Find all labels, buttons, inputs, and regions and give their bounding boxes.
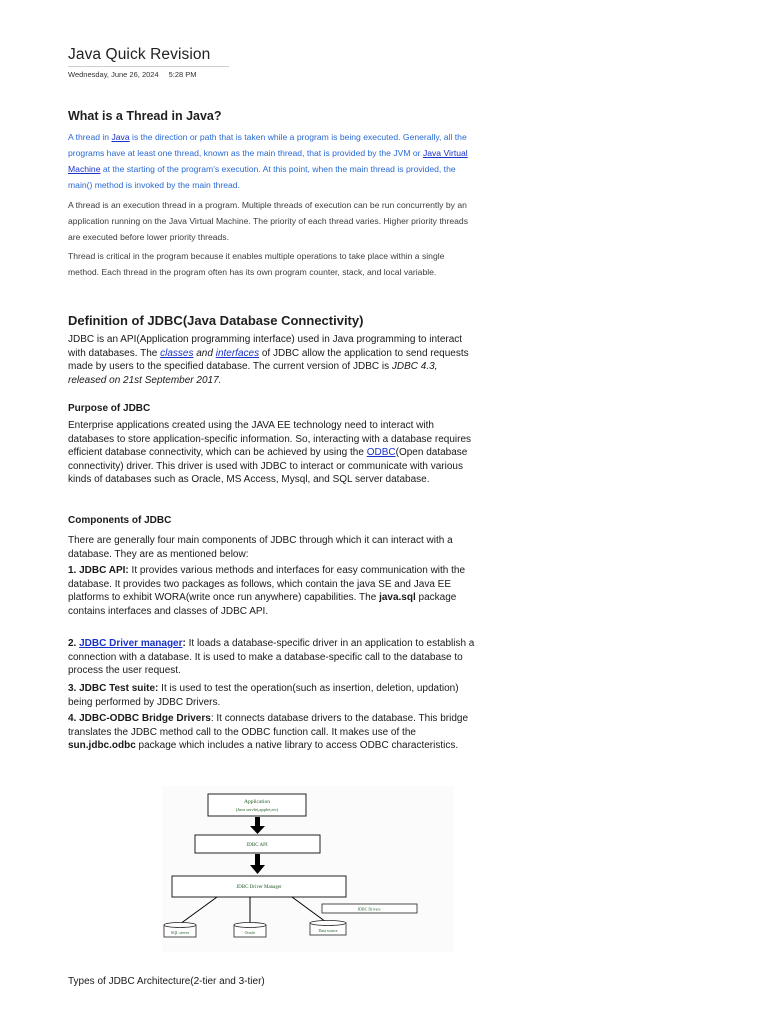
- purpose-heading: Purpose of JDBC: [68, 403, 151, 414]
- arrow-shaft: [255, 854, 260, 866]
- text-run: at the starting of the program's execution. At this point, when the main thread is provided, the main() method is invoked by the main thread.: [68, 164, 456, 190]
- text-run: and: [193, 347, 216, 359]
- component-number: 2.: [68, 638, 80, 649]
- text-run: It loads a database-specific driver in an application to establish a connection with a database. It is used to make a database-specific call to the database to process the user request.: [68, 638, 475, 677]
- text-run: (Open database connectivity) driver. This driver is used with JDBC to interact or communicate with various kinds of databases such as Oracle, MS Access, Mysql, and SQL server database.: [68, 447, 468, 486]
- text-run: of JDBC allow the application to send requests made by users to the specified database. The current version of JDBC is: [68, 347, 469, 373]
- text-run: : It connects database drivers to the database. This bridge translates the JDBC method call to the ODBC function call. It makes use of the: [68, 713, 469, 738]
- jdbc-api-label: JDBC API: [246, 843, 268, 848]
- application-box: [208, 794, 306, 816]
- diagram-svg: [162, 786, 454, 952]
- sql-server-label: SQL server: [170, 930, 190, 935]
- text-run: package which includes a native library to access ODBC characteristics.: [135, 740, 459, 752]
- oracle-label: Oracle: [244, 930, 256, 935]
- java-link[interactable]: Java: [111, 132, 130, 142]
- components-intro: There are generally four main components of JDBC through which it can interact with a database. They are as mentioned below:: [68, 535, 453, 560]
- page-time: 5:28 PM: [168, 70, 197, 79]
- text-run: JDBC is an API(Application programming interface) used in Java programming to interact with databases. The: [68, 334, 463, 359]
- text-run: package contains interfaces and classes of JDBC API.: [68, 592, 457, 617]
- jdbc-version: JDBC 4.3, released on 21st September 2017.: [68, 361, 438, 386]
- database-icon: [310, 921, 346, 936]
- component-label: 3. JDBC Test suite:: [68, 683, 159, 694]
- package-name: sun.jdbc.odbc: [68, 740, 136, 752]
- driver-manager-label: JDBC Driver Manager: [236, 885, 282, 890]
- jdbc-definition: [68, 333, 478, 387]
- page-timestamp: [68, 70, 207, 79]
- diagram-caption: Types of JDBC Architecture(2-tier and 3-tier): [68, 976, 265, 987]
- interfaces-link[interactable]: interfaces: [215, 347, 260, 359]
- component-driver-manager: [68, 637, 478, 678]
- application-label: Application: [244, 799, 270, 805]
- jdbc-architecture-diagram: [162, 786, 454, 952]
- thread-paragraph-3: Thread is critical in the program because it enables multiple operations to take place within a single method. Each thread in the program often has its own program counter, stack, and local variable.: [68, 251, 445, 277]
- driver-manager-link[interactable]: JDBC Driver manager: [79, 638, 183, 649]
- thread-paragraph-1: [68, 129, 474, 193]
- title-divider: [68, 66, 229, 67]
- application-sublabel: (Java servlet,applet,etc): [235, 807, 279, 812]
- thread-paragraph-2: A thread is an execution thread in a program. Multiple threads of execution can be run concurrently by an application running on the Java Virtual Machine. The priority of each thread varies. Higher priority threads are executed before lower priority threads.: [68, 200, 468, 242]
- component-label: 4. JDBC-ODBC Bridge Drivers: [68, 713, 211, 724]
- text-run: Enterprise applications created using the JAVA EE technology need to interact with databases to store application-specific information. So, interacting with a database requires efficient database connectivity, which can be achieved by using the: [68, 420, 472, 459]
- purpose-paragraph: [68, 419, 478, 487]
- jdbc-heading: Definition of JDBC(Java Database Connectivity): [68, 313, 364, 328]
- arrow-shaft: [255, 817, 260, 827]
- component-jdbc-api: [68, 564, 478, 618]
- thread-heading: What is a Thread in Java?: [68, 109, 222, 123]
- text-run: :: [182, 638, 186, 649]
- jvm-link[interactable]: Java Virtual Machine: [68, 148, 468, 174]
- page-title: Java Quick Revision: [68, 46, 211, 63]
- package-name: java.sql: [379, 592, 416, 604]
- page-date: Wednesday, June 26, 2024: [68, 70, 159, 79]
- database-icon: [164, 923, 196, 938]
- components-heading: Components of JDBC: [68, 515, 172, 526]
- odbc-link[interactable]: ODBC: [366, 447, 396, 459]
- jdbc-drivers-label: JDBC Drivers: [357, 906, 381, 912]
- data-source-label: Data source: [318, 928, 338, 933]
- text-run: It provides various methods and interfaces for easy communication with the database. It provides two packages as follows, which contain the java SE and Java EE platforms to exhibit WORA(write once run anywhere) capabilities. The: [68, 565, 466, 604]
- database-icon: [234, 923, 266, 938]
- text-run: It is used to test the operation(such as insertion, deletion, updation) being performed by JDBC Drivers.: [68, 683, 459, 708]
- component-label: 1. JDBC API:: [68, 565, 129, 576]
- component-test-suite: [68, 682, 478, 709]
- classes-link[interactable]: classes: [160, 347, 194, 359]
- component-bridge-drivers: [68, 712, 478, 753]
- text-run: is the direction or path that is taken while a program is being executed. Generally, all the programs have at least one thread, known as the main thread, that is provided by the JVM or: [68, 132, 467, 158]
- text-run: A thread in: [68, 132, 112, 142]
